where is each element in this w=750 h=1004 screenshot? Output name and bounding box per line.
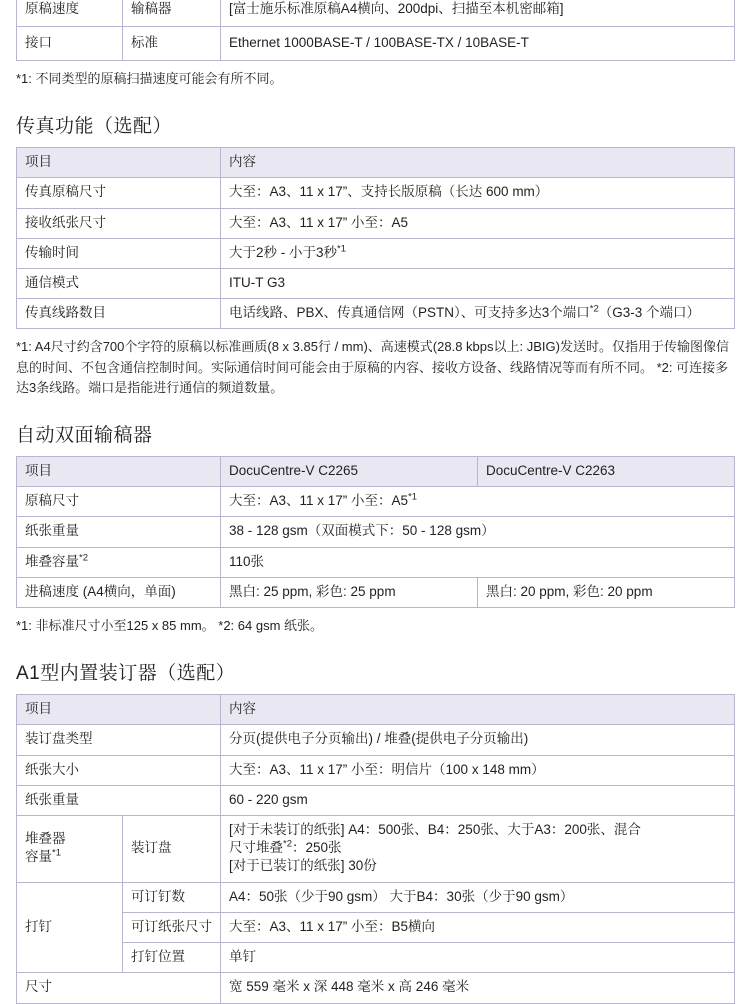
stacker-line2: [229, 839, 726, 857]
footnote-marker: *1: [408, 491, 418, 503]
stacker-line1: [对于未装订的纸张] A4：500张、B4：250张、大于A3：200张、混合: [229, 821, 641, 837]
table-row-stacker: [17, 815, 735, 882]
row-value: ITU-T G3: [221, 269, 735, 299]
table-row: [17, 755, 735, 785]
row-label-line2-text: 容量: [25, 849, 52, 865]
row-label-line2: [25, 848, 114, 866]
header-content: 内容: [221, 695, 735, 725]
row-value: [221, 238, 735, 268]
row-value: 大至：A3、11 x 17”、支持长版原稿（长达 600 mm）: [221, 178, 735, 208]
row-value-tail: （G3-3 个端口）: [598, 305, 701, 321]
header-content: 内容: [221, 148, 735, 178]
table-row: [17, 973, 735, 1003]
row-value-stacker: [221, 815, 735, 882]
scan-spec-table-continuation: [16, 0, 735, 61]
row-label: 纸张大小: [17, 755, 221, 785]
table-header-row: [17, 695, 735, 725]
row-label: 传真线路数目: [17, 299, 221, 329]
row-label: 传输时间: [17, 238, 221, 268]
row-label: 尺寸: [17, 973, 221, 1003]
footnote-marker: *2: [79, 552, 88, 564]
table-row: [17, 208, 735, 238]
row-label: 接口: [17, 27, 123, 61]
row-value: 分页(提供电子分页输出) / 堆叠(提供电子分页输出): [221, 725, 735, 755]
header-item: 项目: [17, 456, 221, 486]
row-label-line1: 堆叠器: [25, 831, 66, 847]
document-content: [16, 0, 734, 1004]
row-label: 传真原稿尺寸: [17, 178, 221, 208]
row-label: 原稿尺寸: [17, 487, 221, 517]
row-value: 38 - 128 gsm（双面模式下：50 - 128 gsm）: [221, 517, 735, 547]
row-label: 纸张重量: [17, 785, 221, 815]
row-value-c2263: 黑白: 20 ppm, 彩色: 20 ppm: [478, 577, 735, 607]
row-value: 大至：A3、11 x 17” 小至：B5横向: [221, 912, 735, 942]
section-title-finisher: A1型内置装订器（选配）: [16, 663, 236, 685]
table-row: [17, 0, 735, 27]
row-value-text: 电话线路、PBX、传真通信网（PSTN）、可支持多达3个端口: [229, 305, 590, 321]
row-label: 接收纸张尺寸: [17, 208, 221, 238]
header-model-c2265: DocuCentre-V C2265: [221, 456, 478, 486]
row-label: 纸张重量: [17, 517, 221, 547]
table-header-row: [17, 456, 735, 486]
table-row: [17, 299, 735, 329]
fax-spec-table: [16, 147, 735, 329]
row-value: Ethernet 1000BASE-T / 100BASE-TX / 10BASE-T: [221, 27, 735, 61]
scan-footnote: *1: 不同类型的原稿扫描速度可能会有所不同。: [16, 71, 283, 86]
row-label-stacker: [17, 815, 123, 882]
fax-footnote: *1: A4尺寸约含700个字符的原稿以标准画质(8 x 3.85行 / mm)、高速模式(28.8 kbps以上: JBIG)发送时。仅指用于传输图像信息的时间、不包含通信控制时间。实际通信时间可能会由于原稿的内容、接收方设备、线路情况等而有所不同。 *2: 可连接多达3条线路。端口是指能进行通信的频道数量。: [16, 339, 729, 395]
row-label: 通信模式: [17, 269, 221, 299]
row-label-text: 堆叠容量: [25, 553, 79, 569]
row-value: A4：50张（少于90 gsm） 大于B4：30张（少于90 gsm）: [221, 882, 735, 912]
row-value: 单钉: [221, 943, 735, 973]
table-row: [17, 882, 735, 912]
header-item: 项目: [17, 148, 221, 178]
section-title-adf: 自动双面输稿器: [16, 424, 153, 446]
footnote-marker: *1: [337, 243, 346, 255]
row-label: 进稿速度 (A4横向，单面): [17, 577, 221, 607]
row-value: 大至：A3、11 x 17” 小至：明信片（100 x 148 mm）: [221, 755, 735, 785]
table-row: [17, 178, 735, 208]
footnote-marker: *2: [283, 838, 292, 850]
row-subitem-stacker-tray: 装订盘: [123, 815, 221, 882]
footnote-marker: *1: [52, 847, 61, 859]
table-row: [17, 269, 735, 299]
table-row: [17, 238, 735, 268]
table-row: [17, 547, 735, 577]
row-value: [221, 299, 735, 329]
table-row: [17, 785, 735, 815]
row-value: 60 - 220 gsm: [221, 785, 735, 815]
stacker-line2-tail: ：250张: [291, 840, 342, 856]
row-label: [17, 547, 221, 577]
row-value-text: 大至：A3、11 x 17” 小至：A5: [229, 493, 409, 509]
row-label: 原稿速度: [17, 0, 123, 27]
row-subitem: 打钉位置: [123, 943, 221, 973]
row-value: [富士施乐标准原稿A4横向、200dpi、扫描至本机密邮箱]: [221, 0, 735, 27]
header-item: 项目: [17, 695, 221, 725]
footnote-marker: *2: [589, 303, 599, 315]
finisher-spec-table: [16, 694, 735, 1003]
section-title-fax: 传真功能（选配）: [16, 116, 173, 138]
table-row: [17, 943, 735, 973]
row-value-c2265: 黑白: 25 ppm, 彩色: 25 ppm: [221, 577, 478, 607]
stacker-line3: [对于已装订的纸张] 30份: [229, 858, 377, 874]
row-value: 宽 559 毫米 x 深 448 毫米 x 高 246 毫米: [221, 973, 735, 1003]
stacker-line2-text: 尺寸堆叠: [229, 840, 283, 856]
adf-spec-table: [16, 456, 735, 608]
row-value: 110张: [221, 547, 735, 577]
row-label: 装订盘类型: [17, 725, 221, 755]
row-label-staple: 打钉: [17, 882, 123, 973]
row-value: [221, 487, 735, 517]
table-row: [17, 487, 735, 517]
adf-footnote: *1: 非标准尺寸小至125 x 85 mm。 *2: 64 gsm 纸张。: [16, 617, 324, 633]
table-row: [17, 725, 735, 755]
table-row: [17, 27, 735, 61]
row-subitem: 标准: [123, 27, 221, 61]
table-row: [17, 912, 735, 942]
table-row: [17, 577, 735, 607]
row-subitem: 输稿器: [123, 0, 221, 27]
row-subitem: 可订钉数: [123, 882, 221, 912]
table-header-row: [17, 148, 735, 178]
table-row: [17, 517, 735, 547]
row-subitem: 可订纸张尺寸: [123, 912, 221, 942]
row-value: 大至：A3、11 x 17” 小至：A5: [221, 208, 735, 238]
header-model-c2263: DocuCentre-V C2263: [478, 456, 735, 486]
row-value-text: 大于2秒 - 小于3秒: [229, 244, 338, 260]
